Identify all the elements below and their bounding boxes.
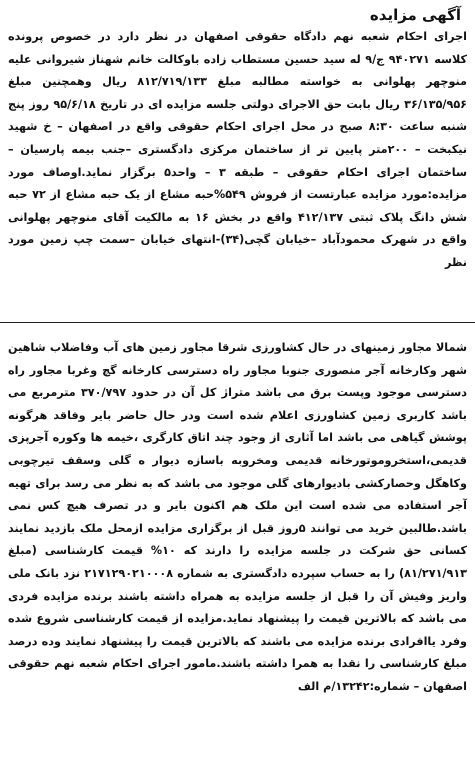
notice-title: آگهی مزایده: [369, 6, 461, 24]
section-divider: [0, 322, 475, 333]
notice-paragraph-1: اجرای احکام شعبه نهم دادگاه حقوقی اصفهان در نظر دارد در خصوص پرونده کلاسه ۹۴۰۲۷۱ ج/۹ له سید حسین مستطاب زاده باوکالت خانم شهناز شیروانی علیه منوچهر پهلوانی به خواسته مطالبه مبلغ ۸۱۲/۷۱۹/۱۳۳ ریال وهمچنین مبلغ ۳۶/۱۳۵/۹۵۶ ریال بابت حق الاجرای دولتی جلسه مزایده ای در تاریخ ۹۵/۶/۱۸ روز پنج شنبه ساعت ۸:۳۰ صبح در محل اجرای احکام حقوقی واقع در اصفهان – خ شهید نیکبخت – ۲۰۰متر پایین تر از ساختمان مرکزی دادگستری –جنب بیمه پارسیان – ساختمان اجرای احکام حقوقی – طبقه ۳ – واحد۵ برگزار نماید.اوصاف مورد مزایده:مورد مزایده عبارتست از فروش ۵۴۹%حبه مشاع از یک حبه مشاع از ۷۲ حبه شش دانگ پلاک ثبتی ۴۱۲/۱۳۷ واقع در بخش ۱۶ به مالکیت آقای منوچهر پهلوانی واقع در شهرک محمودآباد –خیابان گچی(۳۴)-انتهای خیابان –سمت چپ زمین مورد نظر: [8, 30, 468, 269]
notice-paragraph-2: شمالا مجاور زمینهای در حال کشاورزی شرقا مجاور زمین های آب وفاضلاب شاهین شهر وکارخانه آجر منصوری جنوبا مجاور راه دسترسی کارخانه گچ وغربا مجاور راه دسترسی موجود وپست برق می باشد متراژ کل آن در حدود ۳۷۰/۷۹۷ مترمربع می باشد کاربری زمین کشاورزی اعلام شده است ودر حال حاضر بایر وفاقد هرگونه پوشش گیاهی می باشد اما آثاری از وجود چند اتاق کارگری ،خیمه ها وکوره آجرپزی قدیمی،استخروموتورخانه قدیمی ومخروبه باسازه دیوار ه گلی وسقف تیرچوبی وکاهگل وحصارکشی بادیوارهای گلی موجود می باشد که به نظر می رسد برای تهیه آجر استفاده می شده است این ملک هم اکنون بایر و در تصرف هیچ کس نمی باشد.طالبین خرید می توانند ۵روز قبل از برگزاری مزایده ازمحل ملک بازدید نمایند کسانی حق شرکت در جلسه مزایده را دارند که ۱۰% قیمت کارشناسی (مبلغ ۸۱/۲۷۱/۹۱۳) را به حساب سپرده دادگستری به شماره ۲۱۷۱۲۹۰۲۱۰۰۰۸ نزد بانک ملی واریز وفیش آن را قبل از جلسه مزایده به همراه داشته باشند برنده مزایده فردی می باشد که بالاترین قیمت را پیشنهاد نماید.مزایده از قیمت کارشناسی شروع شده وفرد یاافرادی برنده مزایده می باشند که بالاترین قیمت را پیشنهاد نمایند وده درصد مبلغ کارشناسی را نقدا به همرا داشته باشند.مامور اجرای احکام شعبه نهم حقوقی اصفهان – شماره:۱۳۲۴۲/م الف: [8, 341, 468, 693]
